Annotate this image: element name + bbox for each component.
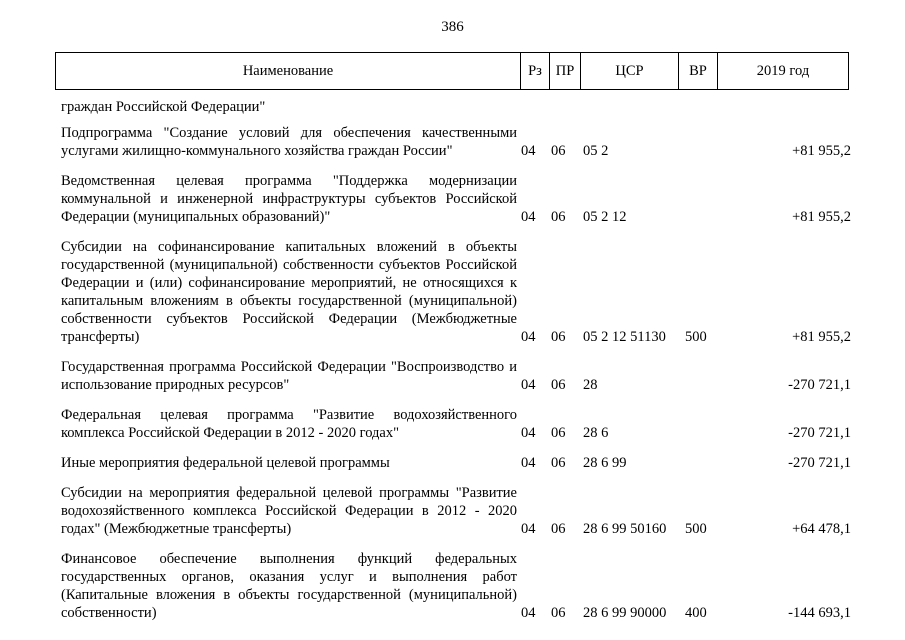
row-pr: 06 — [551, 377, 566, 393]
row-rz: 04 — [521, 455, 536, 471]
row-name: граждан Российской Федерации" — [61, 99, 266, 115]
row-rz: 04 — [521, 377, 536, 393]
table-row — [61, 406, 851, 442]
row-csr: 05 2 12 51130 — [583, 329, 666, 345]
row-amount: +64 478,1 — [792, 521, 851, 537]
header-pr: ПР — [550, 53, 581, 90]
row-pr: 06 — [551, 143, 566, 159]
table-row — [61, 98, 851, 116]
table-row — [61, 358, 851, 394]
row-name: Субсидии на софинансирование капитальных вложений в объекты государственной (муниципальной) собственности субъектов Российской Федерации и (или) софинансирование мероприятий, не относящихся к капитальным вложениям в объекты государственной (муниципальной) собственности субъектов Российской Федерации (Межбюджетные трансферты) — [61, 239, 517, 345]
row-vr: 400 — [685, 605, 707, 621]
row-amount: -144 693,1 — [788, 605, 851, 621]
row-rz: 04 — [521, 329, 536, 345]
row-pr: 06 — [551, 455, 566, 471]
table-row — [61, 454, 851, 472]
header-year: 2019 год — [718, 53, 849, 90]
row-amount: -270 721,1 — [788, 425, 851, 441]
row-pr: 06 — [551, 521, 566, 537]
row-name: Федеральная целевая программа "Развитие водохозяйственного комплекса Российской Федерации в 2012 - 2020 годах" — [61, 407, 517, 441]
row-rz: 04 — [521, 209, 536, 225]
table-row — [61, 484, 851, 538]
table-row — [61, 124, 851, 160]
row-name: Подпрограмма "Создание условий для обеспечения качественными услугами жилищно-коммунального хозяйства граждан России" — [61, 125, 517, 159]
row-name: Государственная программа Российской Федерации "Воспроизводство и использование природных ресурсов" — [61, 359, 517, 393]
row-pr: 06 — [551, 329, 566, 345]
row-name: Субсидии на мероприятия федеральной целевой программы "Развитие водохозяйственного комплекса Российской Федерации в 2012 - 2020 годах" (Межбюджетные трансферты) — [61, 485, 517, 537]
row-vr: 500 — [685, 329, 707, 345]
row-amount: +81 955,2 — [792, 329, 851, 345]
table-body — [61, 98, 851, 634]
row-csr: 05 2 — [583, 143, 609, 159]
row-rz: 04 — [521, 143, 536, 159]
row-rz: 04 — [521, 425, 536, 441]
row-csr: 28 6 99 — [583, 455, 627, 471]
row-csr: 28 — [583, 377, 598, 393]
row-amount: +81 955,2 — [792, 143, 851, 159]
row-rz: 04 — [521, 605, 536, 621]
table-row — [61, 550, 851, 622]
row-name: Иные мероприятия федеральной целевой программы — [61, 455, 390, 471]
header-name: Наименование — [56, 53, 521, 90]
page-number: 386 — [441, 19, 464, 35]
row-csr: 05 2 12 — [583, 209, 627, 225]
row-csr: 28 6 99 50160 — [583, 521, 667, 537]
row-csr: 28 6 — [583, 425, 609, 441]
row-csr: 28 6 99 90000 — [583, 605, 667, 621]
table-row — [61, 172, 851, 226]
row-vr: 500 — [685, 521, 707, 537]
row-amount: -270 721,1 — [788, 377, 851, 393]
row-pr: 06 — [551, 425, 566, 441]
row-amount: +81 955,2 — [792, 209, 851, 225]
row-name: Финансовое обеспечение выполнения функций федеральных государственных органов, оказания услуг и выполнения работ (Капитальные вложения в объекты государственной (муниципальной) собственности) — [61, 551, 517, 621]
table-row — [61, 238, 851, 346]
header-rz: Рз — [521, 53, 550, 90]
row-pr: 06 — [551, 209, 566, 225]
row-amount: -270 721,1 — [788, 455, 851, 471]
header-vr: ВР — [679, 53, 718, 90]
row-pr: 06 — [551, 605, 566, 621]
table-header — [55, 52, 849, 90]
row-name: Ведомственная целевая программа "Поддержка модернизации коммунальной и инженерной инфраструктуры субъектов Российской Федерации (муниципальных образований)" — [61, 173, 517, 225]
header-csr: ЦСР — [581, 53, 679, 90]
row-rz: 04 — [521, 521, 536, 537]
